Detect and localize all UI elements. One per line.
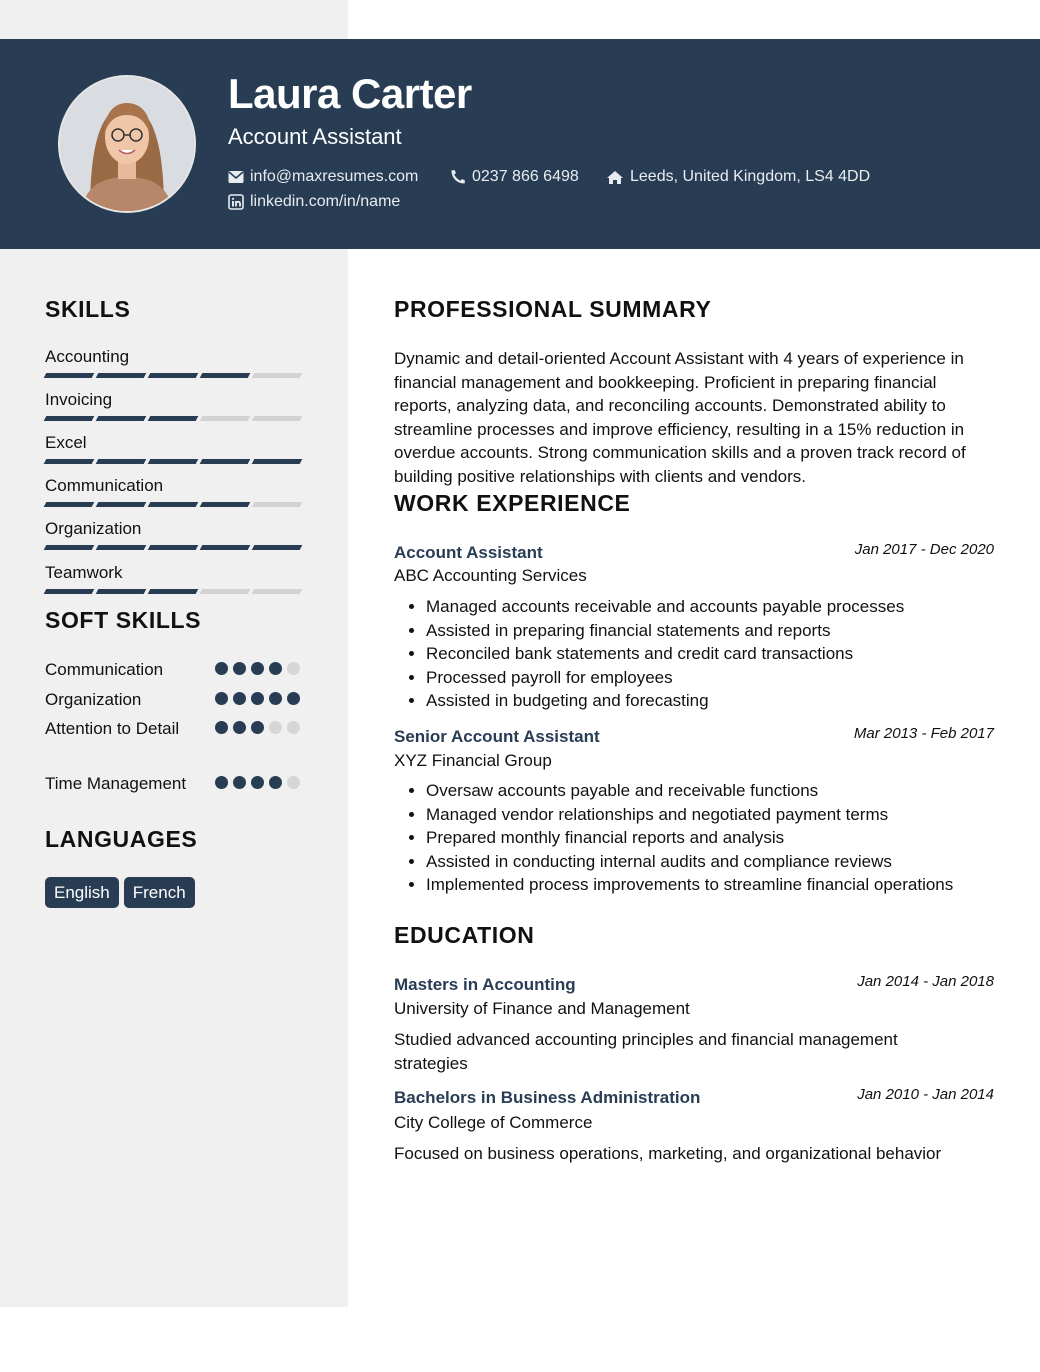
skill-label: Invoicing <box>45 390 113 409</box>
contact-linkedin[interactable] <box>228 193 400 211</box>
skill-level-segment <box>200 589 251 594</box>
education-heading: EDUCATION <box>394 922 535 948</box>
duty-item: • Assisted in conducting internal audits and compliance reviews <box>426 850 1040 874</box>
languages-list <box>45 877 195 908</box>
duty-item: • Managed accounts receivable and accounts payable processes <box>426 595 1040 619</box>
degree-dates: Jan 2010 - Jan 2014 <box>857 1086 994 1103</box>
skill-level-segment <box>148 545 199 550</box>
rating-dot <box>215 692 228 705</box>
degree-title: Masters in Accounting <box>394 975 576 994</box>
skill-level-segment <box>200 373 251 378</box>
skill-level-segment <box>200 459 251 464</box>
skill-level-segment <box>96 589 147 594</box>
duty-item: • Oversaw accounts payable and receivable functions <box>426 779 1040 803</box>
skill-level-segment <box>44 416 95 421</box>
soft-skill-item <box>45 658 303 682</box>
home-icon <box>606 170 624 185</box>
rating-dot <box>233 776 246 789</box>
rating-dot <box>269 692 282 705</box>
rating-dot <box>233 692 246 705</box>
skill-level-bar <box>45 459 303 464</box>
duty-item: • Prepared monthly financial reports and analysis <box>426 826 1040 850</box>
rating-dot <box>251 692 264 705</box>
rating-dot <box>215 662 228 675</box>
soft-skill-rating <box>215 692 300 705</box>
job-duties <box>394 595 1040 713</box>
job-dates: Mar 2013 - Feb 2017 <box>853 725 994 742</box>
rating-dot <box>215 776 228 789</box>
soft-skill-rating <box>215 662 300 675</box>
skill-level-segment <box>200 416 251 421</box>
rating-dot <box>251 662 264 675</box>
job-dates: Jan 2017 - Dec 2020 <box>854 541 994 558</box>
location-text: Leeds, United Kingdom, LS4 4DD <box>630 168 871 185</box>
soft-skill-label: Attention to Detail <box>45 719 180 738</box>
degree-description: Focused on business operations, marketing, and organizational behavior <box>394 1144 942 1163</box>
phone-icon <box>450 169 466 185</box>
contact-location <box>606 168 870 186</box>
avatar-portrait <box>60 77 194 211</box>
degree-dates: Jan 2014 - Jan 2018 <box>857 973 994 990</box>
languages-heading: LANGUAGES <box>45 826 198 852</box>
rating-dot <box>269 662 282 675</box>
soft-skill-item <box>45 717 303 741</box>
skill-level-segment <box>96 373 147 378</box>
contact-phone[interactable] <box>450 168 579 186</box>
skill-level-segment <box>44 373 95 378</box>
skill-level-segment <box>44 459 95 464</box>
rating-dot <box>287 776 300 789</box>
skill-level-segment <box>252 373 303 378</box>
duty-item: • Processed payroll for employees <box>426 666 1040 690</box>
rating-dot <box>287 721 300 734</box>
summary-text: Dynamic and detail-oriented Account Assistant with 4 years of experience in financial management and bookkeeping. Proficient in preparing financial reports, analyzing data, and reconciling accounts. Demonstrated ability to streamline processes and improve efficiency, resulting in a 15% reduction in overdue accounts. Strong communication skills and a proven track record of building positive relationships with clients and vendors. <box>394 349 966 486</box>
skill-level-bar <box>45 416 303 421</box>
soft-skills-heading: SOFT SKILLS <box>45 607 202 633</box>
skill-item <box>45 347 303 378</box>
rating-dot <box>287 662 300 675</box>
rating-dot <box>215 721 228 734</box>
skill-level-segment <box>44 589 95 594</box>
skill-level-segment <box>252 416 303 421</box>
language-tag: English <box>45 877 119 908</box>
skill-level-segment <box>200 502 251 507</box>
candidate-name: Laura Carter <box>228 70 472 117</box>
school-name: City College of Commerce <box>394 1113 593 1132</box>
skill-level-segment <box>148 502 199 507</box>
skill-label: Excel <box>45 433 87 452</box>
skill-level-segment <box>148 589 199 594</box>
language-tag: French <box>124 877 195 908</box>
envelope-icon <box>228 170 244 184</box>
skill-level-segment <box>148 459 199 464</box>
duty-item: • Implemented process improvements to streamline financial operations <box>426 873 1040 897</box>
school-name: University of Finance and Management <box>394 999 690 1018</box>
skill-label: Communication <box>45 476 164 495</box>
skill-level-segment <box>252 459 303 464</box>
contact-email[interactable] <box>228 168 418 186</box>
skill-label: Organization <box>45 519 142 538</box>
skill-level-segment <box>252 502 303 507</box>
soft-skill-item <box>45 688 303 712</box>
soft-skill-label: Time Management <box>45 774 187 793</box>
degree-title: Bachelors in Business Administration <box>394 1088 701 1107</box>
soft-skill-item <box>45 772 303 796</box>
skill-item <box>45 390 303 421</box>
duty-item: • Assisted in budgeting and forecasting <box>426 689 1040 713</box>
duty-item: • Assisted in preparing financial statements and reports <box>426 619 1040 643</box>
skill-level-segment <box>44 502 95 507</box>
skill-level-segment <box>148 416 199 421</box>
skill-item <box>45 519 303 550</box>
soft-skill-label: Organization <box>45 690 142 709</box>
rating-dot <box>269 721 282 734</box>
skill-level-segment <box>96 502 147 507</box>
linkedin-text: linkedin.com/in/name <box>250 193 401 210</box>
skill-item <box>45 563 303 594</box>
rating-dot <box>233 662 246 675</box>
phone-text: 0237 866 6498 <box>472 168 579 185</box>
rating-dot <box>251 721 264 734</box>
job-duties <box>394 779 1040 897</box>
skill-level-segment <box>44 545 95 550</box>
skill-level-segment <box>252 545 303 550</box>
skill-level-bar <box>45 502 303 507</box>
profile-photo <box>58 75 196 213</box>
skill-level-bar <box>45 545 303 550</box>
soft-skill-label: Communication <box>45 660 164 679</box>
job-position: Account Assistant <box>394 543 543 562</box>
job-title: Account Assistant <box>228 124 402 149</box>
linkedin-icon <box>228 194 244 210</box>
soft-skill-rating <box>215 721 300 734</box>
skill-level-segment <box>200 545 251 550</box>
soft-skill-rating <box>215 776 300 789</box>
skills-heading: SKILLS <box>45 296 131 322</box>
duty-item: • Managed vendor relationships and negotiated payment terms <box>426 803 1040 827</box>
skill-label: Teamwork <box>45 563 123 582</box>
skill-level-segment <box>96 545 147 550</box>
resume-header <box>0 39 1040 249</box>
skill-level-segment <box>148 373 199 378</box>
skill-label: Accounting <box>45 347 130 366</box>
job-company: ABC Accounting Services <box>394 566 587 585</box>
skill-level-bar <box>45 589 303 594</box>
skill-level-bar <box>45 373 303 378</box>
rating-dot <box>269 776 282 789</box>
rating-dot <box>287 692 300 705</box>
skill-item <box>45 433 303 464</box>
job-position: Senior Account Assistant <box>394 727 600 746</box>
skill-level-segment <box>96 416 147 421</box>
rating-dot <box>251 776 264 789</box>
degree-description: Studied advanced accounting principles and financial management strategies <box>394 1030 898 1073</box>
duty-item: • Reconciled bank statements and credit card transactions <box>426 642 1040 666</box>
summary-heading: PROFESSIONAL SUMMARY <box>394 296 712 322</box>
skill-level-segment <box>252 589 303 594</box>
email-text: info@maxresumes.com <box>250 168 419 185</box>
rating-dot <box>233 721 246 734</box>
skill-item <box>45 476 303 507</box>
job-company: XYZ Financial Group <box>394 751 552 770</box>
skill-level-segment <box>96 459 147 464</box>
experience-heading: WORK EXPERIENCE <box>394 490 631 516</box>
